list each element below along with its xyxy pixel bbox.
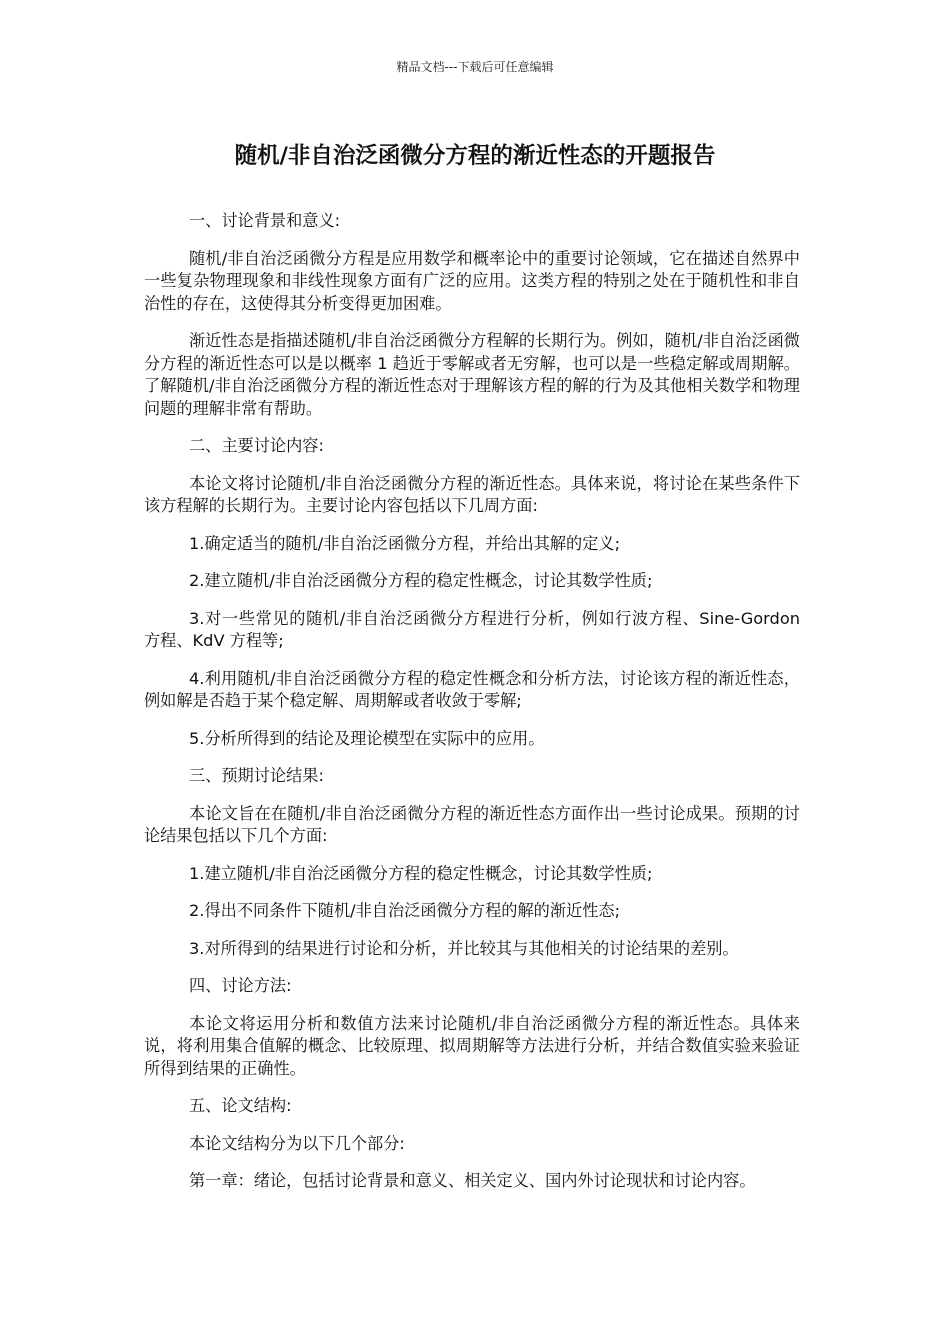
section-heading-structure: 五、论文结构: bbox=[189, 1096, 292, 1115]
paragraph: 本论文结构分为以下几个部分: bbox=[189, 1133, 405, 1153]
list-item: 3.对一些常见的随机/非自治泛函微分方程进行分析，例如行波方程、Sine-Gordon 方程、KdV 方程等; bbox=[144, 608, 800, 650]
paragraph: 随机/非自治泛函微分方程是应用数学和概率论中的重要讨论领域，它在描述自然界中一些复杂物理现象和非线性现象方面有广泛的应用。这类方程的特别之处在于随机性和非自治性的存在，这使得其分析变得更加困难。 bbox=[144, 248, 800, 313]
document-body bbox=[144, 210, 800, 1208]
list-item: 1.建立随机/非自治泛函微分方程的稳定性概念，讨论其数学性质; bbox=[189, 863, 653, 883]
section-heading-main-content: 二、主要讨论内容: bbox=[189, 436, 324, 455]
section-heading-expected-results: 三、预期讨论结果: bbox=[189, 766, 324, 785]
paragraph: 渐近性态是指描述随机/非自治泛函微分方程解的长期行为。例如，随机/非自治泛函微分方程的渐近性态可以是以概率 1 趋近于零解或者无穷解，也可以是一些稳定解或周期解。了解随机/非自治泛函微分方程的渐近性态对于理解该方程的解的行为及其他相关数学和物理问题的理解非常有帮助。 bbox=[144, 331, 800, 418]
list-item: 1.确定适当的随机/非自治泛函微分方程，并给出其解的定义; bbox=[189, 533, 621, 553]
list-item: 3.对所得到的结果进行讨论和分析，并比较其与其他相关的讨论结果的差别。 bbox=[189, 938, 739, 958]
section-heading-methods: 四、讨论方法: bbox=[189, 976, 292, 995]
header-note: 精品文档---下载后可任意编辑 bbox=[396, 60, 554, 74]
list-item: 5.分析所得到的结论及理论模型在实际中的应用。 bbox=[189, 728, 545, 748]
paragraph: 本论文将运用分析和数值方法来讨论随机/非自治泛函微分方程的渐近性态。具体来说，将利用集合值解的概念、比较原理、拟周期解等方法进行分析，并结合数值实验来验证所得到结果的正确性。 bbox=[144, 1013, 800, 1078]
list-item: 2.建立随机/非自治泛函微分方程的稳定性概念，讨论其数学性质; bbox=[189, 571, 653, 590]
paragraph: 本论文将讨论随机/非自治泛函微分方程的渐近性态。具体来说，将讨论在某些条件下该方程解的长期行为。主要讨论内容包括以下几周方面: bbox=[144, 473, 800, 515]
document-title: 随机/非自治泛函微分方程的渐近性态的开题报告 bbox=[234, 143, 716, 169]
list-item: 2.得出不同条件下随机/非自治泛函微分方程的解的渐近性态; bbox=[189, 901, 621, 920]
paragraph: 本论文旨在在随机/非自治泛函微分方程的渐近性态方面作出一些讨论成果。预期的讨论结果包括以下几个方面: bbox=[144, 803, 800, 845]
section-heading-background: 一、讨论背景和意义: bbox=[189, 211, 341, 230]
paragraph: 第一章：绪论，包括讨论背景和意义、相关定义、国内外讨论现状和讨论内容。 bbox=[189, 1171, 756, 1190]
list-item: 4.利用随机/非自治泛函微分方程的稳定性概念和分析方法，讨论该方程的渐近性态，例如解是否趋于某个稳定解、周期解或者收敛于零解; bbox=[144, 668, 800, 710]
